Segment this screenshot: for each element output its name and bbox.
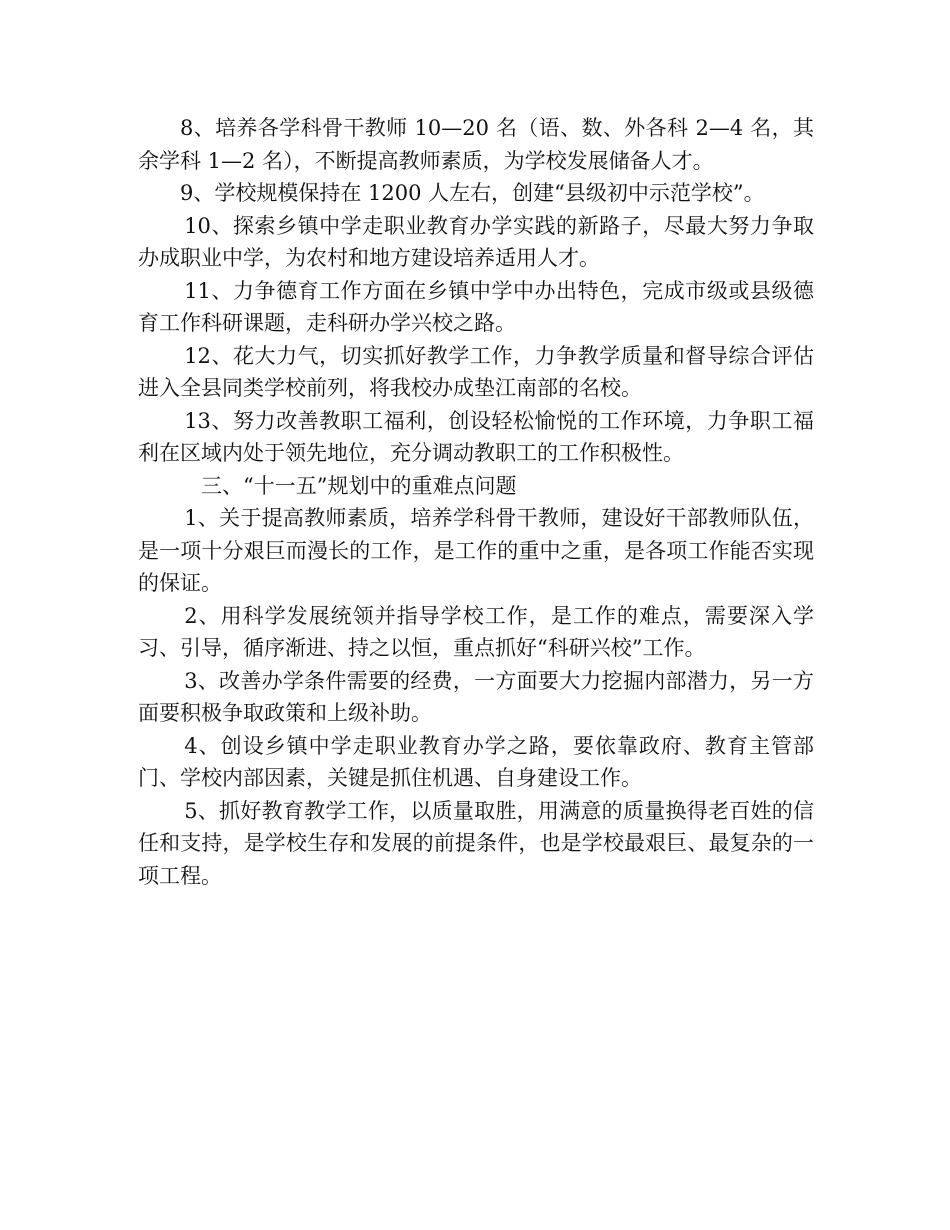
paragraph-goal-10: 10、探索乡镇中学走职业教育办学实践的新路子，尽最大努力争取办成职业中学，为农村和地方建设培养适用人才。 (138, 213, 814, 270)
paragraph-issue-4: 4、创设乡镇中学走职业教育办学之路，要依靠政府、教育主管部门、学校内部因素，关键是抓住机遇、自身建设工作。 (138, 733, 814, 790)
paragraph-issue-3: 3、改善办学条件需要的经费，一方面要大力挖掘内部潜力，另一方面要积极争取政策和上级补助。 (138, 668, 814, 725)
section-heading: 三、“十一五”规划中的重难点问题 (201, 473, 517, 498)
paragraph-goal-11: 11、力争德育工作方面在乡镇中学中办出特色，完成市级或县级德育工作科研课题，走科研办学兴校之路。 (138, 278, 814, 335)
paragraph-issue-2: 2、用科学发展统领并指导学校工作，是工作的难点，需要深入学习、引导，循序渐进、持之以恒，重点抓好“科研兴校”工作。 (138, 603, 814, 660)
paragraph-goal-13: 13、努力改善教职工福利，创设轻松愉悦的工作环境，力争职工福利在区域内处于领先地位，充分调动教职工的工作积极性。 (138, 408, 814, 465)
paragraph-goal-12: 12、花大力气，切实抓好教学工作，力争教学质量和督导综合评估进入全县同类学校前列，将我校办成垫江南部的名校。 (138, 343, 814, 400)
document-page (138, 112, 814, 892)
paragraph-issue-1: 1、关于提高教师素质，培养学科骨干教师，建设好干部教师队伍，是一项十分艰巨而漫长的工作，是工作的重中之重，是各项工作能否实现的保证。 (138, 506, 814, 595)
paragraph-issue-5: 5、抓好教育教学工作，以质量取胜，用满意的质量换得老百姓的信任和支持，是学校生存和发展的前提条件，也是学校最艰巨、最复杂的一项工程。 (138, 798, 814, 888)
paragraph-goal-9: 9、学校规模保持在 1200 人左右，创建“县级初中示范学校”。 (180, 181, 765, 205)
paragraph-goal-8: 8、培养各学科骨干教师 10—20 名（语、数、外各科 2—4 名，其余学科 1—2 名），不断提高教师素质，为学校发展储备人才。 (138, 116, 814, 173)
